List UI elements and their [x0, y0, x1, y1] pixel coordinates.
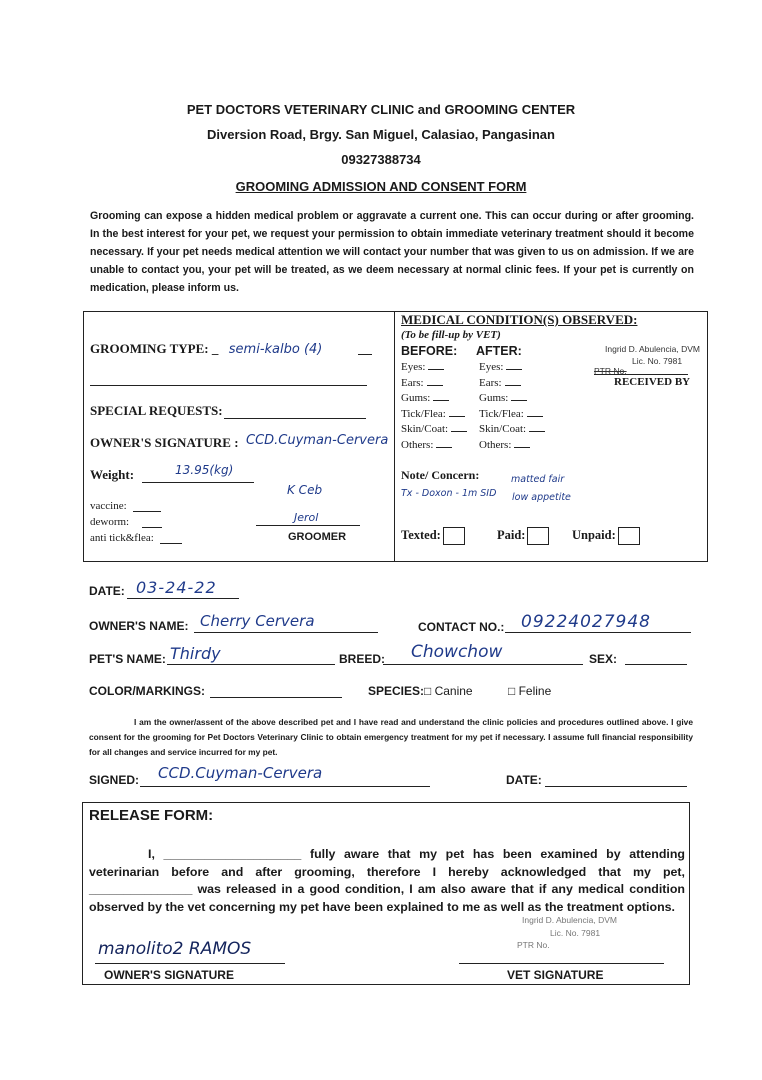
- signed-field[interactable]: [140, 786, 430, 787]
- condition-after-cell: [479, 392, 527, 404]
- vet-signature-field[interactable]: [459, 963, 664, 964]
- contact-label: CONTACT NO.:: [418, 620, 505, 634]
- condition-before-label: Eyes:: [401, 361, 426, 373]
- condition-row: [401, 408, 571, 424]
- condition-before-cell: [401, 361, 444, 373]
- breed-field[interactable]: [383, 664, 583, 665]
- texted-label: Texted:: [401, 527, 441, 542]
- condition-after-label: Others:: [479, 438, 512, 451]
- release-paragraph: I, ____________________ fully aware that my pet has been examined by attending veterinarian before and after grooming, therefore I hereby acknowledged that my pet, _______________ was released in a good condition, I am also aware that if any medical condition observed by the vet concerning my pet have been explained to me as well as the treatment options.: [89, 847, 685, 914]
- weight-field[interactable]: [142, 482, 254, 483]
- stamp-vet-name: Ingrid D. Abulencia, DVM: [605, 344, 700, 354]
- species-canine-option[interactable]: □ Canine: [424, 684, 473, 698]
- date-value: 03-24-22: [136, 578, 217, 597]
- species-label: SPECIES:: [368, 684, 425, 698]
- grooming-type-label: GROOMING TYPE: _: [90, 341, 219, 356]
- form-title: GROOMING ADMISSION AND CONSENT FORM: [235, 179, 527, 194]
- received-by-label: RECEIVED BY: [614, 376, 691, 388]
- paid-checkbox[interactable]: [527, 527, 549, 545]
- ptr-line: [594, 374, 688, 375]
- release-owner-signature-field[interactable]: [95, 963, 285, 964]
- signed-date-field[interactable]: [545, 786, 687, 787]
- condition-before-field[interactable]: [428, 369, 444, 370]
- condition-before-cell: [401, 439, 452, 451]
- stamp-ptr: PTR No.: [594, 366, 627, 376]
- condition-before-cell: [401, 423, 467, 435]
- grooming-type-value[interactable]: semi-kalbo (4): [228, 342, 323, 357]
- condition-after-cell: [479, 377, 521, 389]
- special-requests-label: SPECIAL REQUESTS:: [90, 403, 223, 418]
- release-stamp-vet-name: Ingrid D. Abulencia, DVM: [522, 915, 617, 925]
- pet-name-field[interactable]: [167, 664, 335, 665]
- signed-label: SIGNED:: [89, 773, 140, 787]
- before-label: BEFORE:: [401, 344, 458, 358]
- condition-after-cell: [479, 408, 543, 420]
- clinic-phone: 09327388734: [341, 152, 421, 167]
- condition-after-label: Tick/Flea:: [479, 407, 524, 420]
- signed-date-label: DATE:: [506, 773, 542, 787]
- date-field[interactable]: [127, 598, 239, 599]
- groomer-scribble: K Ceb: [287, 483, 323, 497]
- condition-before-field[interactable]: [449, 416, 465, 417]
- contact-field[interactable]: [505, 632, 691, 633]
- box-divider: [394, 311, 395, 562]
- medical-condition-subtitle: (To be fill-up by VET): [401, 329, 501, 341]
- condition-after-label: Skin/Coat:: [479, 423, 527, 435]
- texted-checkbox[interactable]: [443, 527, 465, 545]
- condition-after-label: Ears:: [479, 376, 502, 389]
- release-owner-signature-label: OWNER'S SIGNATURE: [104, 968, 234, 982]
- deworm-label: deworm:: [90, 516, 130, 528]
- condition-after-cell: [479, 423, 545, 435]
- owner-signature-label: OWNER'S SIGNATURE :: [90, 435, 239, 450]
- condition-before-label: Skin/Coat:: [401, 423, 449, 435]
- paid-label: Paid:: [497, 527, 526, 542]
- color-markings-label: COLOR/MARKINGS:: [89, 684, 205, 698]
- intro-paragraph: Grooming can expose a hidden medical problem or aggravate a current one. This can occur during or after grooming. In the best interest for your pet, we request your permission to obtain immediate veterinary treatment should it become necessary. If your pet needs medical attention we will contact your number that was given to us on admission. If we are unable to contact you, your pet will be treated, as we deem necessary at normal clinic fees. If your pet is currently on medication, please inform us.: [90, 210, 694, 294]
- grooming-extra-line[interactable]: [90, 385, 367, 386]
- condition-before-label: Tick/Flea:: [401, 407, 446, 420]
- signed-value: CCD.Cuyman-Cervera: [158, 764, 323, 782]
- condition-row: [401, 377, 571, 393]
- release-form-title: RELEASE FORM:: [89, 807, 214, 824]
- condition-checklist: [401, 361, 571, 454]
- unpaid-label: Unpaid:: [572, 527, 616, 542]
- condition-after-field[interactable]: [505, 385, 521, 386]
- note-concern-label: Note/ Concern:: [401, 468, 480, 482]
- condition-before-field[interactable]: [433, 400, 449, 401]
- condition-after-field[interactable]: [506, 369, 522, 370]
- sex-label: SEX:: [589, 652, 618, 666]
- clinic-name: PET DOCTORS VETERINARY CLINIC and GROOMING CENTER: [186, 102, 576, 117]
- release-owner-signature-value: manolito2 RAMOS: [98, 939, 252, 959]
- release-stamp-license: Lic. No. 7981: [550, 928, 601, 938]
- condition-after-cell: [479, 439, 530, 451]
- condition-before-cell: [401, 377, 443, 389]
- grooming-type-row: [90, 340, 380, 362]
- condition-row: [401, 439, 571, 455]
- condition-before-field[interactable]: [436, 447, 452, 448]
- pet-name-label: PET'S NAME:: [89, 652, 166, 666]
- color-markings-field[interactable]: [210, 697, 342, 698]
- vaccine-field[interactable]: [133, 511, 161, 512]
- medical-condition-title: MEDICAL CONDITION(S) OBSERVED:: [401, 312, 638, 327]
- paid-row: [497, 527, 549, 545]
- texted-row: [401, 527, 465, 545]
- condition-before-label: Gums:: [401, 392, 431, 404]
- condition-before-label: Others:: [401, 438, 434, 451]
- owner-signature-value[interactable]: CCD.Cuyman-Cervera: [246, 433, 389, 448]
- breed-label: BREED:: [339, 652, 386, 666]
- owner-name-field[interactable]: [194, 632, 378, 633]
- condition-before-label: Ears:: [401, 376, 424, 389]
- condition-before-field[interactable]: [451, 431, 467, 432]
- owner-name-label: OWNER'S NAME:: [89, 619, 189, 633]
- vet-signature-label: VET SIGNATURE: [507, 968, 604, 982]
- groomer-label: GROOMER: [288, 531, 347, 543]
- note-value-1: Tx - Doxon - 1m SID: [401, 488, 497, 499]
- breed-value: Chowchow: [411, 642, 503, 662]
- condition-before-cell: [401, 392, 449, 404]
- unpaid-row: [572, 527, 640, 545]
- pet-name-value: Thirdy: [170, 644, 221, 663]
- weight-value: 13.95(kg): [175, 463, 234, 477]
- owner-name-value: Cherry Cervera: [200, 612, 315, 630]
- sex-field[interactable]: [625, 664, 687, 665]
- condition-before-cell: [401, 408, 465, 420]
- anti-tick-field[interactable]: [160, 543, 182, 544]
- date-label: DATE:: [89, 584, 125, 598]
- vaccine-label: vaccine:: [90, 500, 127, 512]
- anti-tick-label: anti tick&flea:: [90, 532, 154, 544]
- species-feline-option[interactable]: □ Feline: [508, 684, 552, 698]
- condition-after-label: Eyes:: [479, 361, 504, 373]
- condition-row: [401, 392, 571, 408]
- stamp-license: Lic. No. 7981: [632, 356, 683, 366]
- note-value-3: low appetite: [512, 492, 571, 503]
- special-requests-field[interactable]: [224, 418, 366, 419]
- contact-value: 09224027948: [521, 612, 651, 632]
- condition-after-field[interactable]: [511, 400, 527, 401]
- condition-row: [401, 423, 571, 439]
- condition-before-field[interactable]: [427, 385, 443, 386]
- clinic-address: Diversion Road, Brgy. San Miguel, Calasiao, Pangasinan: [207, 127, 555, 142]
- note-value-2: matted fair: [511, 474, 565, 485]
- condition-row: [401, 361, 571, 377]
- groomer-initial: Jerol: [294, 511, 319, 524]
- condition-after-field[interactable]: [529, 431, 545, 432]
- deworm-field[interactable]: [142, 527, 162, 528]
- release-stamp-ptr: PTR No.: [517, 940, 550, 950]
- consent-paragraph: I am the owner/assent of the above described pet and I have read and understand the clinic policies and procedures outlined above. I give consent for the grooming for Pet Doctors Veterinary Clinic to obtain emergency treatment for my pet if necessary. I assume full financial responsibility for all changes and service incurred for my pet.: [89, 717, 693, 757]
- weight-label: Weight:: [90, 467, 135, 482]
- condition-after-field[interactable]: [514, 447, 530, 448]
- groomer-field[interactable]: [256, 525, 360, 526]
- condition-after-field[interactable]: [527, 416, 543, 417]
- condition-after-label: Gums:: [479, 392, 509, 404]
- unpaid-checkbox[interactable]: [618, 527, 640, 545]
- after-label: AFTER:: [476, 344, 522, 358]
- condition-after-cell: [479, 361, 522, 373]
